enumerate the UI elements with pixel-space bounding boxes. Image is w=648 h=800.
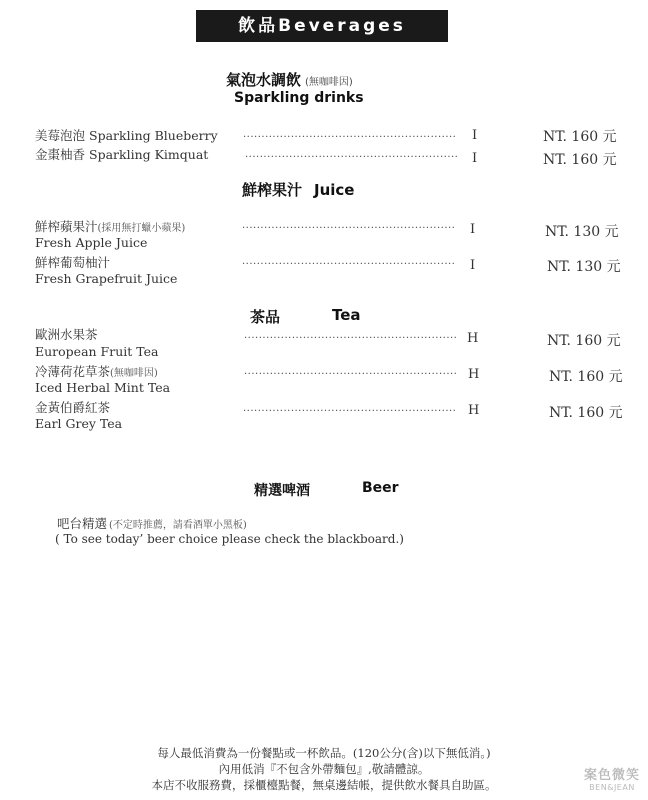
tea-title-zh: 茶品 [250, 308, 281, 326]
menu-item-sparkling-blueberry [35, 126, 218, 144]
menu-item-european-fruit-tea [35, 325, 98, 343]
menu-item-apple-juice [35, 217, 185, 235]
item-mark: I [472, 128, 478, 143]
beer-item-zh: 吧台精選 [57, 516, 108, 531]
juice-title [242, 179, 354, 200]
item-note: (採用無打蠟小蘋果) [97, 223, 186, 234]
item-price: NT. 160 元 [549, 405, 623, 421]
leader-dots: .......................................................... [243, 403, 457, 414]
item-name-zh: 美莓泡泡 [35, 128, 86, 143]
beer-item-en: ( To see today’ beer choice please check the blackboard.) [55, 532, 404, 546]
item-name-en: Sparkling Kimquat [89, 147, 209, 162]
item-price: NT. 160 元 [543, 152, 617, 168]
item-mark: I [470, 258, 476, 273]
item-name-en: European Fruit Tea [35, 344, 159, 359]
juice-title-en: Juice [314, 181, 355, 199]
beer-title-zh: 精選啤酒 [254, 483, 310, 499]
beer-title-en: Beer [362, 480, 399, 496]
watermark-logo [584, 764, 640, 792]
sparkling-note: (無咖啡因) [305, 77, 353, 88]
item-name-en: Earl Grey Tea [35, 416, 123, 431]
juice-title-zh: 鮮榨果汁 [242, 181, 303, 199]
item-mark: H [468, 367, 480, 382]
item-name-en: Fresh Apple Juice [35, 235, 148, 250]
footer-line-1: 每人最低消費為一份餐點或一杯飲品。(120公分(含)以下無低消。) [157, 746, 491, 760]
tea-title-en: Tea [332, 306, 361, 324]
leader-dots: .......................................................... [242, 220, 456, 231]
sparkling-title-en: Sparkling drinks [234, 90, 364, 106]
footer-line-2: 內用低消『不包含外帶麵包』,敬請體諒。 [218, 762, 430, 776]
menu-item-earl-grey-tea [35, 398, 110, 416]
menu-item-iced-herbal-mint-tea [35, 362, 158, 380]
leader-dots: .......................................................... [245, 149, 459, 160]
item-name-zh: 冷薄荷花草茶 [35, 364, 111, 379]
item-price: NT. 160 元 [549, 369, 623, 385]
item-price: NT. 130 元 [547, 259, 621, 275]
item-name-en: Fresh Grapefruit Juice [35, 271, 178, 286]
watermark-text: 案色微笑 [583, 768, 640, 783]
leader-dots: .......................................................... [243, 129, 457, 140]
item-price: NT. 130 元 [545, 224, 619, 240]
item-mark: H [468, 403, 480, 418]
item-name-zh: 金黃伯爵紅茶 [35, 400, 111, 415]
item-name-zh: 金棗柚香 [35, 147, 86, 162]
sparkling-title [226, 69, 353, 90]
leader-dots: .......................................................... [242, 256, 456, 267]
item-name-zh: 歐洲水果茶 [35, 327, 98, 342]
item-name-en: Iced Herbal Mint Tea [35, 380, 171, 395]
item-mark: I [472, 151, 478, 166]
watermark-subtext: BEN&JEAN [589, 783, 635, 792]
item-name-zh: 鮮榨葡萄柚汁 [35, 255, 111, 270]
menu-header: 飲品Beverages [196, 10, 448, 42]
item-name-en: Sparkling Blueberry [89, 128, 218, 143]
item-note: (無咖啡因) [110, 368, 158, 379]
item-name-zh: 鮮榨蘋果汁 [35, 219, 98, 234]
sparkling-title-zh: 氣泡水調飲 [226, 71, 302, 89]
menu-item-sparkling-kimquat [35, 145, 208, 163]
item-price: NT. 160 元 [543, 129, 617, 145]
item-mark: H [467, 331, 479, 346]
beer-item [57, 514, 247, 532]
footer-line-3: 本店不收服務費，採櫃檯點餐，無桌邊結帳，提供飲水餐具自助區。 [151, 778, 497, 792]
item-mark: I [470, 222, 476, 237]
item-price: NT. 160 元 [547, 333, 621, 349]
leader-dots: .......................................................... [244, 366, 458, 377]
leader-dots: .......................................................... [244, 330, 458, 341]
menu-item-grapefruit-juice [35, 253, 110, 271]
beer-item-note: (不定時推薦，請看酒單小黑板) [109, 520, 247, 531]
